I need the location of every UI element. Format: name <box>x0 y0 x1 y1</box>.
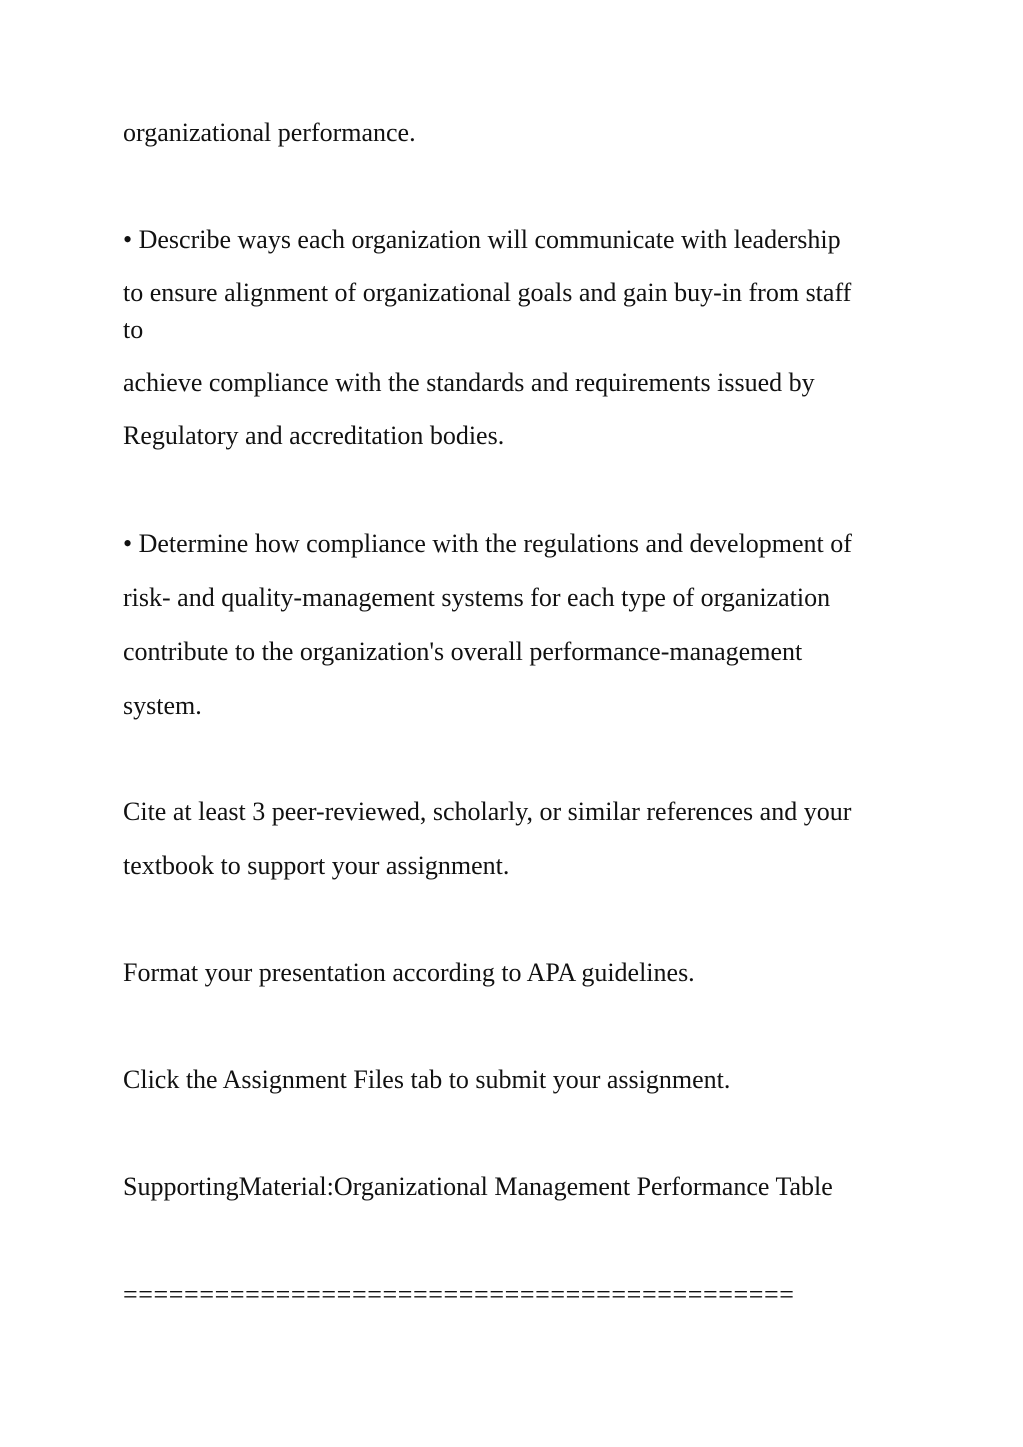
bullet-determine-line-2: risk- and quality-management systems for each type of organization <box>123 583 831 612</box>
bullet-communicate-line-3: to <box>123 315 144 344</box>
bullet-communicate-line-4: achieve compliance with the standards and requirements issued by <box>123 368 815 397</box>
cite-references-line-2: textbook to support your assignment. <box>123 851 510 880</box>
bullet-determine-line-4: system. <box>123 691 202 720</box>
apa-format-instruction: Format your presentation according to APA guidelines. <box>123 958 695 987</box>
paragraph-continuation: organizational performance. <box>123 118 416 147</box>
cite-references-paragraph: Cite at least 3 peer-reviewed, scholarly, or similar references and your <box>123 797 852 826</box>
bullet-communicate-leadership: • Describe ways each organization will communicate with leadership <box>123 225 841 254</box>
bullet-determine-compliance: • Determine how compliance with the regulations and development of <box>123 529 852 558</box>
supporting-material-label: SupportingMaterial:Organizational Management Performance Table <box>123 1172 833 1201</box>
separator-rule: ============================================ <box>123 1280 795 1309</box>
bullet-communicate-line-2: to ensure alignment of organizational goals and gain buy-in from staff <box>123 278 852 307</box>
bullet-communicate-line-5: Regulatory and accreditation bodies. <box>123 421 505 450</box>
bullet-determine-line-3: contribute to the organization's overall performance-management <box>123 637 803 666</box>
submit-instruction: Click the Assignment Files tab to submit your assignment. <box>123 1065 731 1094</box>
